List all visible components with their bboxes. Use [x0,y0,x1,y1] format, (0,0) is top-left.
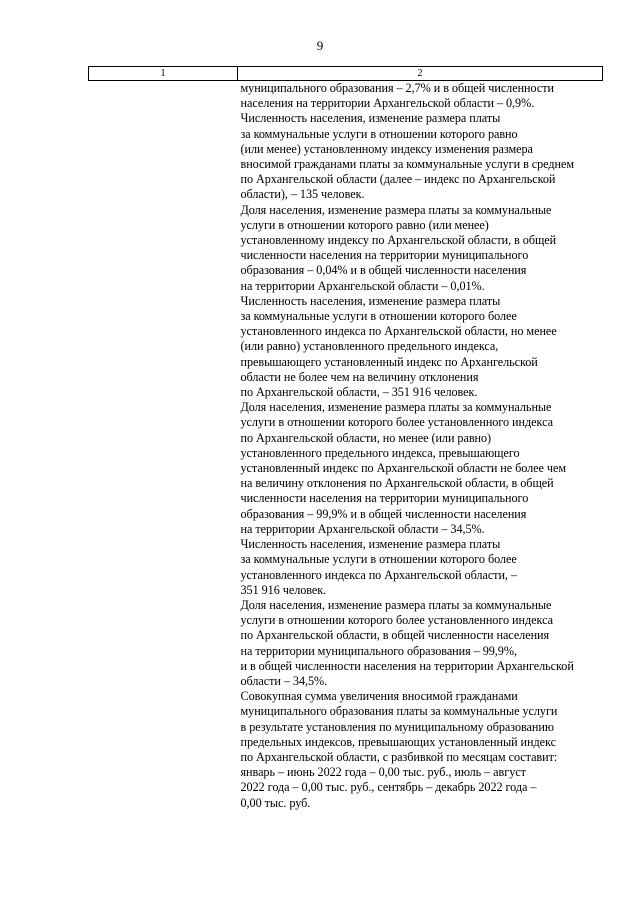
text-line: численности населения на территории муниципального [240,491,529,506]
text-line: установленного индекса по Архангельской области, но менее [240,324,557,339]
text-line: на величину отклонения по Архангельской области, в общей [240,476,554,491]
text-line: и в общей численности населения на территории Архангельской [240,658,574,673]
text-line: установленный индекс по Архангельской области не более чем [240,461,567,476]
column-2-cell [238,81,603,811]
text-line: (или менее) установленному индексу изменения размера [240,141,533,156]
text-line: превышающего установленный индекс по Архангельской [240,354,538,369]
document-table [88,66,603,811]
text-line: Доля населения, изменение размера платы за коммунальные [240,202,552,217]
text-line: на территории муниципального образования – 99,9%, [240,643,517,658]
table-header-row [89,67,603,81]
text-line: на территории Архангельской области – 0,01%. [240,278,485,293]
text-line: Совокупная сумма увеличения вносимой гражданами [240,689,518,704]
text-line: 351 916 человек. [240,582,327,597]
text-line: Численность населения, изменение размера платы [240,537,501,552]
text-line: по Архангельской области, – 351 916 человек. [240,385,478,400]
text-line: муниципального образования платы за коммунальные услуги [240,704,558,719]
text-line: области – 34,5%. [240,673,328,688]
text-line: установленному индексу по Архангельской области, в общей [240,233,557,248]
text-line: (или равно) установленного предельного индекса, [240,339,499,354]
text-line: установленного предельного индекса, превышающего [240,445,520,460]
text-line: 2022 года – 0,00 тыс. руб., сентябрь – декабрь 2022 года – [240,780,537,795]
text-line: услуги в отношении которого более установленного индекса [240,415,553,430]
text-line: по Архангельской области, в общей численности населения [240,628,550,643]
text-line: за коммунальные услуги в отношении которого более [240,309,517,324]
text-line: за коммунальные услуги в отношении которого равно [240,126,518,141]
text-line: услуги в отношении которого равно (или менее) [240,217,489,232]
text-line: области не более чем на величину отклонения [240,369,479,384]
text-line: в результате установления по муниципальному образованию [240,719,554,734]
page-number: 9 [316,38,324,53]
text-line: численности населения на территории муниципального [240,248,529,263]
column-1-cell [89,81,238,811]
text-line: Доля населения, изменение размера платы за коммунальные [240,400,552,415]
text-line: предельных индексов, превышающих установленный индекс [240,734,556,749]
text-line: образования – 99,9% и в общей численности населения [240,506,527,521]
text-line: вносимой гражданами платы за коммунальные услуги в среднем [240,157,575,172]
text-line: на территории Архангельской области – 34,5%. [240,521,485,536]
text-line: по Архангельской области (далее – индекс по Архангельской [240,172,556,187]
column-1-header: 1 [89,67,238,81]
text-line: населения на территории Архангельской области – 0,9%. [240,96,535,111]
text-line: по Архангельской области, но менее (или равно) [240,430,492,445]
table-row [89,81,603,811]
text-line: январь – июнь 2022 года – 0,00 тыс. руб., июль – август [240,765,526,780]
text-line: образования – 0,04% и в общей численности населения [240,263,527,278]
text-line: муниципального образования – 2,7% и в общей численности [240,81,554,95]
text-line: Доля населения, изменение размера платы за коммунальные [240,597,552,612]
text-line: Численность населения, изменение размера платы [240,111,501,126]
text-line: за коммунальные услуги в отношении которого более [240,552,517,567]
text-line: 0,00 тыс. руб. [240,795,311,810]
text-line: установленного индекса по Архангельской области, – [240,567,517,582]
column-2-header: 2 [238,67,603,81]
text-line: области), – 135 человек. [240,187,365,202]
text-line: Численность населения, изменение размера платы [240,293,501,308]
text-line: по Архангельской области, с разбивкой по месяцам составит: [240,749,558,764]
text-line: услуги в отношении которого более установленного индекса [240,613,553,628]
